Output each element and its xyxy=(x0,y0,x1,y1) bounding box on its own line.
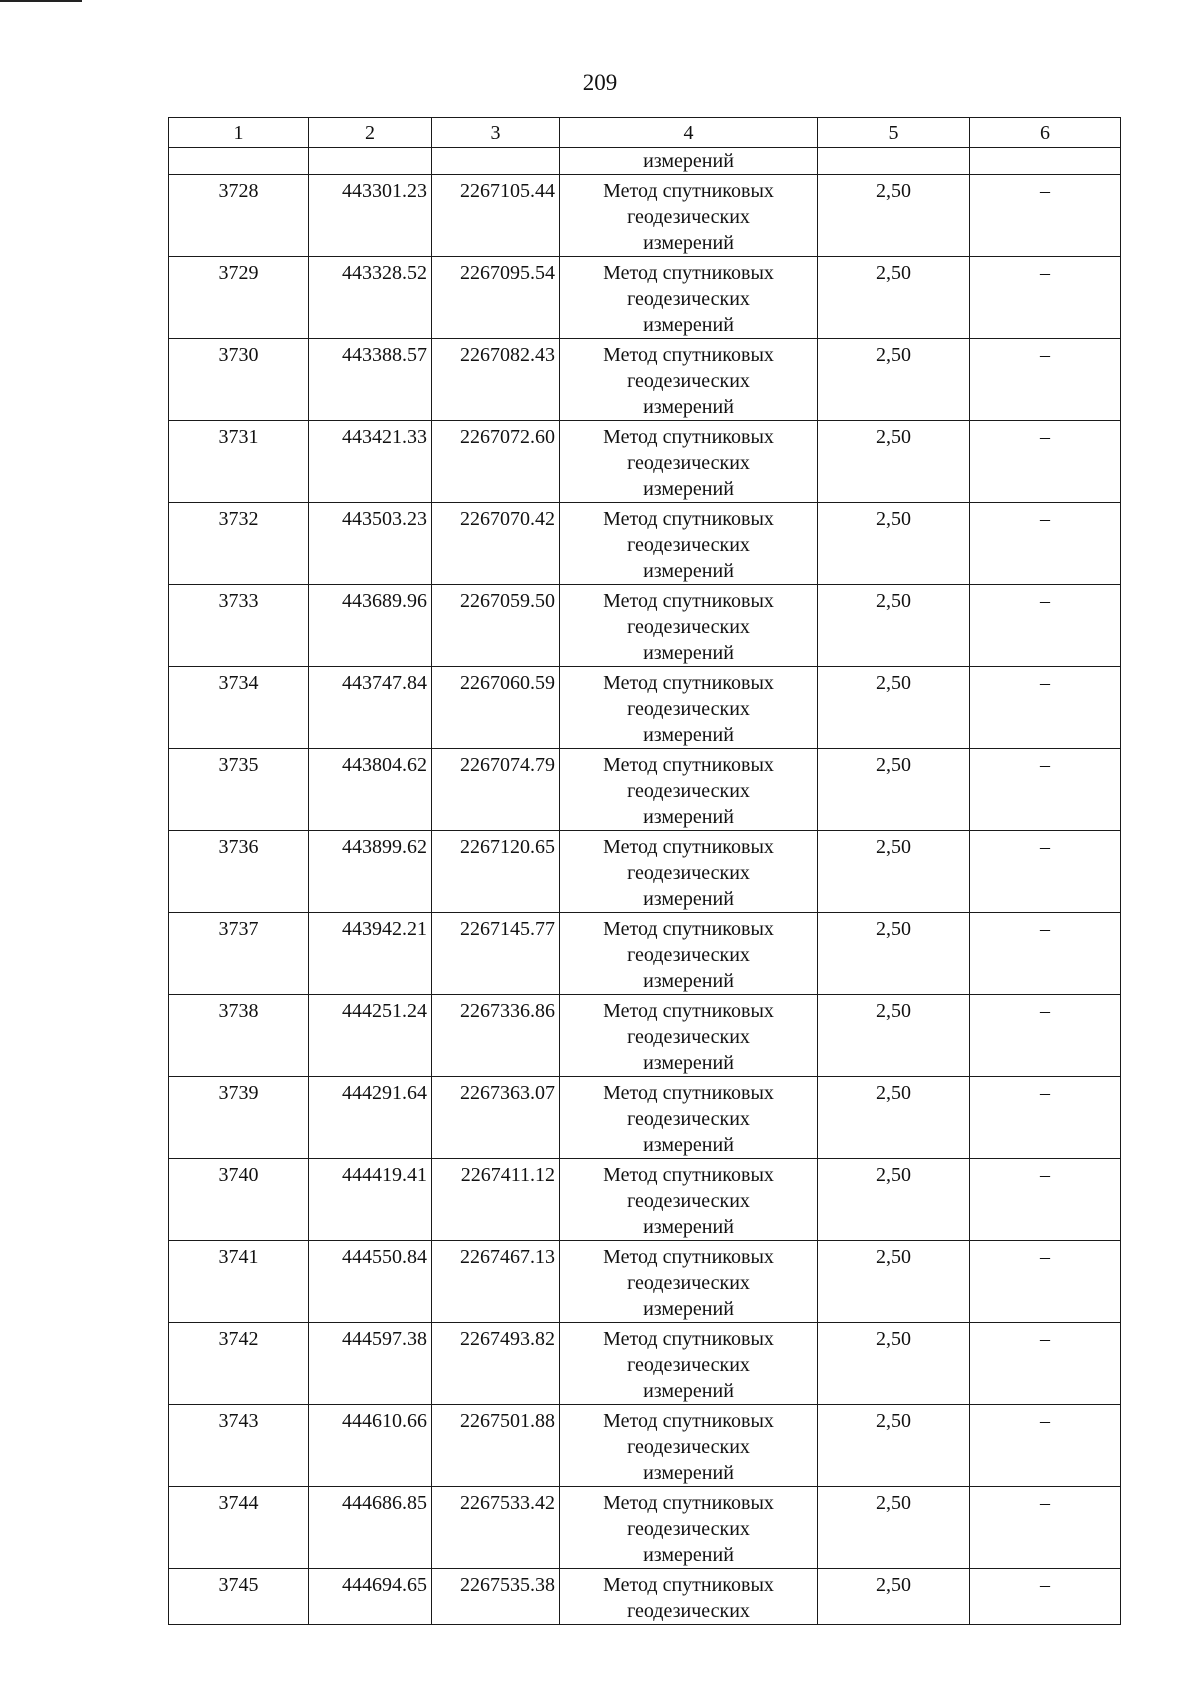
table-row xyxy=(169,1569,1121,1625)
point-number: 3736 xyxy=(169,831,309,913)
note-value: – xyxy=(970,585,1121,667)
method-line: измерений xyxy=(643,970,734,992)
accuracy-value: 2,50 xyxy=(818,339,970,421)
table-row xyxy=(169,175,1121,257)
point-number: 3741 xyxy=(169,1241,309,1323)
table-row xyxy=(169,585,1121,667)
note-value: – xyxy=(970,257,1121,339)
method-cell xyxy=(560,749,818,831)
method-line: Метод спутниковых xyxy=(603,1246,774,1268)
method-line: Метод спутниковых xyxy=(603,590,774,612)
method-cell xyxy=(560,1159,818,1241)
coordinate-y: 2267060.59 xyxy=(432,667,560,749)
point-number: 3733 xyxy=(169,585,309,667)
coordinate-y: 2267363.07 xyxy=(432,1077,560,1159)
method-cell xyxy=(560,913,818,995)
method-cell xyxy=(560,1323,818,1405)
table-row xyxy=(169,1159,1121,1241)
method-line: геодезических xyxy=(627,288,750,310)
note-value: – xyxy=(970,1405,1121,1487)
accuracy-value: 2,50 xyxy=(818,175,970,257)
accuracy-value: 2,50 xyxy=(818,749,970,831)
method-line: измерений xyxy=(643,1462,734,1484)
table-row xyxy=(169,913,1121,995)
note-value: – xyxy=(970,1569,1121,1625)
column-header-5: 5 xyxy=(818,118,970,148)
method-line: измерений xyxy=(643,560,734,582)
method-line: геодезических xyxy=(627,370,750,392)
table-row xyxy=(169,257,1121,339)
method-cell xyxy=(560,339,818,421)
method-line: измерений xyxy=(643,1216,734,1238)
point-number: 3728 xyxy=(169,175,309,257)
page-number: 209 xyxy=(582,70,618,95)
method-line: измерений xyxy=(643,642,734,664)
coordinate-x: 443804.62 xyxy=(309,749,432,831)
accuracy-value: 2,50 xyxy=(818,503,970,585)
method-cell xyxy=(560,995,818,1077)
point-number: 3742 xyxy=(169,1323,309,1405)
method-line: Метод спутниковых xyxy=(603,508,774,530)
accuracy-value: 2,50 xyxy=(818,667,970,749)
coordinate-y: 2267070.42 xyxy=(432,503,560,585)
method-line: Метод спутниковых xyxy=(603,1410,774,1432)
coordinate-x: 444610.66 xyxy=(309,1405,432,1487)
point-number: 3729 xyxy=(169,257,309,339)
accuracy-value: 2,50 xyxy=(818,1159,970,1241)
coordinate-y: 2267105.44 xyxy=(432,175,560,257)
method-line: геодезических xyxy=(627,1108,750,1130)
coordinates-table xyxy=(168,117,1121,1625)
method-line: Метод спутниковых xyxy=(603,426,774,448)
coordinate-x: 444291.64 xyxy=(309,1077,432,1159)
coordinate-x: 443689.96 xyxy=(309,585,432,667)
coordinate-y: 2267082.43 xyxy=(432,339,560,421)
column-header-1: 1 xyxy=(169,118,309,148)
accuracy-value: 2,50 xyxy=(818,1569,970,1625)
coordinate-x: 444694.65 xyxy=(309,1569,432,1625)
method-line: измерений xyxy=(643,314,734,336)
continuation-method-text: измерений xyxy=(560,148,818,175)
accuracy-value: 2,50 xyxy=(818,257,970,339)
method-line: измерений xyxy=(643,888,734,910)
coordinate-y: 2267145.77 xyxy=(432,913,560,995)
column-header-4: 4 xyxy=(560,118,818,148)
method-line: Метод спутниковых xyxy=(603,918,774,940)
method-line: измерений xyxy=(643,232,734,254)
table-row xyxy=(169,421,1121,503)
coordinate-x: 443503.23 xyxy=(309,503,432,585)
coordinate-x: 443899.62 xyxy=(309,831,432,913)
accuracy-value: 2,50 xyxy=(818,1487,970,1569)
point-number: 3739 xyxy=(169,1077,309,1159)
coordinate-y: 2267074.79 xyxy=(432,749,560,831)
table-row xyxy=(169,831,1121,913)
coordinate-x: 444597.38 xyxy=(309,1323,432,1405)
column-header-3: 3 xyxy=(432,118,560,148)
coordinate-y: 2267120.65 xyxy=(432,831,560,913)
method-cell xyxy=(560,421,818,503)
continuation-row xyxy=(169,148,1121,175)
table-row xyxy=(169,1241,1121,1323)
column-header-2: 2 xyxy=(309,118,432,148)
accuracy-value: 2,50 xyxy=(818,913,970,995)
point-number: 3732 xyxy=(169,503,309,585)
method-line: геодезических xyxy=(627,206,750,228)
point-number: 3731 xyxy=(169,421,309,503)
method-line: измерений xyxy=(643,1544,734,1566)
method-line: геодезических xyxy=(627,944,750,966)
coordinate-y: 2267336.86 xyxy=(432,995,560,1077)
method-line: геодезических xyxy=(627,1354,750,1376)
accuracy-value: 2,50 xyxy=(818,1405,970,1487)
point-number: 3744 xyxy=(169,1487,309,1569)
coordinate-x: 444686.85 xyxy=(309,1487,432,1569)
method-line: Метод спутниковых xyxy=(603,1082,774,1104)
method-line: геодезических xyxy=(627,862,750,884)
header-row xyxy=(169,118,1121,148)
method-cell xyxy=(560,1241,818,1323)
method-line: геодезических xyxy=(627,698,750,720)
note-value: – xyxy=(970,421,1121,503)
method-line: геодезических xyxy=(627,1190,750,1212)
coordinate-x: 444419.41 xyxy=(309,1159,432,1241)
coordinate-x: 443421.33 xyxy=(309,421,432,503)
coordinate-y: 2267072.60 xyxy=(432,421,560,503)
coordinate-x: 443747.84 xyxy=(309,667,432,749)
method-cell xyxy=(560,831,818,913)
column-header-6: 6 xyxy=(970,118,1121,148)
method-line: Метод спутниковых xyxy=(603,1164,774,1186)
method-line: геодезических xyxy=(627,534,750,556)
method-line: геодезических xyxy=(627,616,750,638)
method-line: геодезических xyxy=(627,1272,750,1294)
corner-mark xyxy=(0,0,82,2)
coordinate-x: 444251.24 xyxy=(309,995,432,1077)
note-value: – xyxy=(970,1159,1121,1241)
method-line: измерений xyxy=(643,1298,734,1320)
coordinate-x: 443301.23 xyxy=(309,175,432,257)
method-cell xyxy=(560,257,818,339)
accuracy-value: 2,50 xyxy=(818,1323,970,1405)
coordinate-y: 2267467.13 xyxy=(432,1241,560,1323)
method-cell xyxy=(560,1487,818,1569)
method-cell xyxy=(560,667,818,749)
table-row xyxy=(169,995,1121,1077)
method-line: измерений xyxy=(643,396,734,418)
point-number: 3730 xyxy=(169,339,309,421)
accuracy-value: 2,50 xyxy=(818,1077,970,1159)
method-line: измерений xyxy=(643,1134,734,1156)
method-line: Метод спутниковых xyxy=(603,180,774,202)
table-row xyxy=(169,1323,1121,1405)
accuracy-value: 2,50 xyxy=(818,421,970,503)
method-line: Метод спутниковых xyxy=(603,754,774,776)
accuracy-value: 2,50 xyxy=(818,995,970,1077)
continuation-cell-5 xyxy=(818,148,970,175)
point-number: 3740 xyxy=(169,1159,309,1241)
method-cell xyxy=(560,1405,818,1487)
table-row xyxy=(169,1405,1121,1487)
method-line: измерений xyxy=(643,806,734,828)
method-line: измерений xyxy=(643,1380,734,1402)
continuation-cell-6 xyxy=(970,148,1121,175)
point-number: 3735 xyxy=(169,749,309,831)
method-line: геодезических xyxy=(627,1436,750,1458)
note-value: – xyxy=(970,175,1121,257)
method-line: геодезических xyxy=(627,452,750,474)
continuation-cell-3 xyxy=(432,148,560,175)
coordinate-y: 2267493.82 xyxy=(432,1323,560,1405)
coordinate-y: 2267059.50 xyxy=(432,585,560,667)
coordinate-x: 443328.52 xyxy=(309,257,432,339)
coordinate-x: 444550.84 xyxy=(309,1241,432,1323)
method-line: измерений xyxy=(643,1052,734,1074)
continuation-cell-1 xyxy=(169,148,309,175)
method-cell xyxy=(560,585,818,667)
note-value: – xyxy=(970,1241,1121,1323)
method-line: измерений xyxy=(643,478,734,500)
method-line: геодезических xyxy=(627,1518,750,1540)
table-row xyxy=(169,503,1121,585)
method-line: Метод спутниковых xyxy=(603,1000,774,1022)
coordinate-y: 2267095.54 xyxy=(432,257,560,339)
accuracy-value: 2,50 xyxy=(818,585,970,667)
method-line: Метод спутниковых xyxy=(603,1574,774,1596)
coordinate-x: 443388.57 xyxy=(309,339,432,421)
method-line: Метод спутниковых xyxy=(603,1492,774,1514)
method-line: Метод спутниковых xyxy=(603,672,774,694)
note-value: – xyxy=(970,831,1121,913)
method-line: геодезических xyxy=(627,780,750,802)
continuation-cell-2 xyxy=(309,148,432,175)
method-cell xyxy=(560,503,818,585)
table-row xyxy=(169,667,1121,749)
method-line: Метод спутниковых xyxy=(603,1328,774,1350)
point-number: 3745 xyxy=(169,1569,309,1625)
accuracy-value: 2,50 xyxy=(818,1241,970,1323)
note-value: – xyxy=(970,995,1121,1077)
method-line: геодезических xyxy=(627,1026,750,1048)
note-value: – xyxy=(970,667,1121,749)
note-value: – xyxy=(970,1487,1121,1569)
method-cell xyxy=(560,175,818,257)
table-body xyxy=(169,148,1121,1625)
coordinate-y: 2267501.88 xyxy=(432,1405,560,1487)
method-cell xyxy=(560,1569,818,1625)
method-line: Метод спутниковых xyxy=(603,344,774,366)
table-row xyxy=(169,749,1121,831)
note-value: – xyxy=(970,503,1121,585)
note-value: – xyxy=(970,913,1121,995)
coordinate-y: 2267411.12 xyxy=(432,1159,560,1241)
point-number: 3734 xyxy=(169,667,309,749)
note-value: – xyxy=(970,749,1121,831)
point-number: 3743 xyxy=(169,1405,309,1487)
table-row xyxy=(169,1487,1121,1569)
method-line: Метод спутниковых xyxy=(603,262,774,284)
accuracy-value: 2,50 xyxy=(818,831,970,913)
note-value: – xyxy=(970,339,1121,421)
point-number: 3737 xyxy=(169,913,309,995)
method-cell xyxy=(560,1077,818,1159)
note-value: – xyxy=(970,1323,1121,1405)
method-line: геодезических xyxy=(627,1600,750,1622)
coordinate-y: 2267533.42 xyxy=(432,1487,560,1569)
method-line: Метод спутниковых xyxy=(603,836,774,858)
coordinate-y: 2267535.38 xyxy=(432,1569,560,1625)
note-value: – xyxy=(970,1077,1121,1159)
method-line: измерений xyxy=(643,724,734,746)
table-row xyxy=(169,1077,1121,1159)
point-number: 3738 xyxy=(169,995,309,1077)
coordinate-x: 443942.21 xyxy=(309,913,432,995)
table-row xyxy=(169,339,1121,421)
